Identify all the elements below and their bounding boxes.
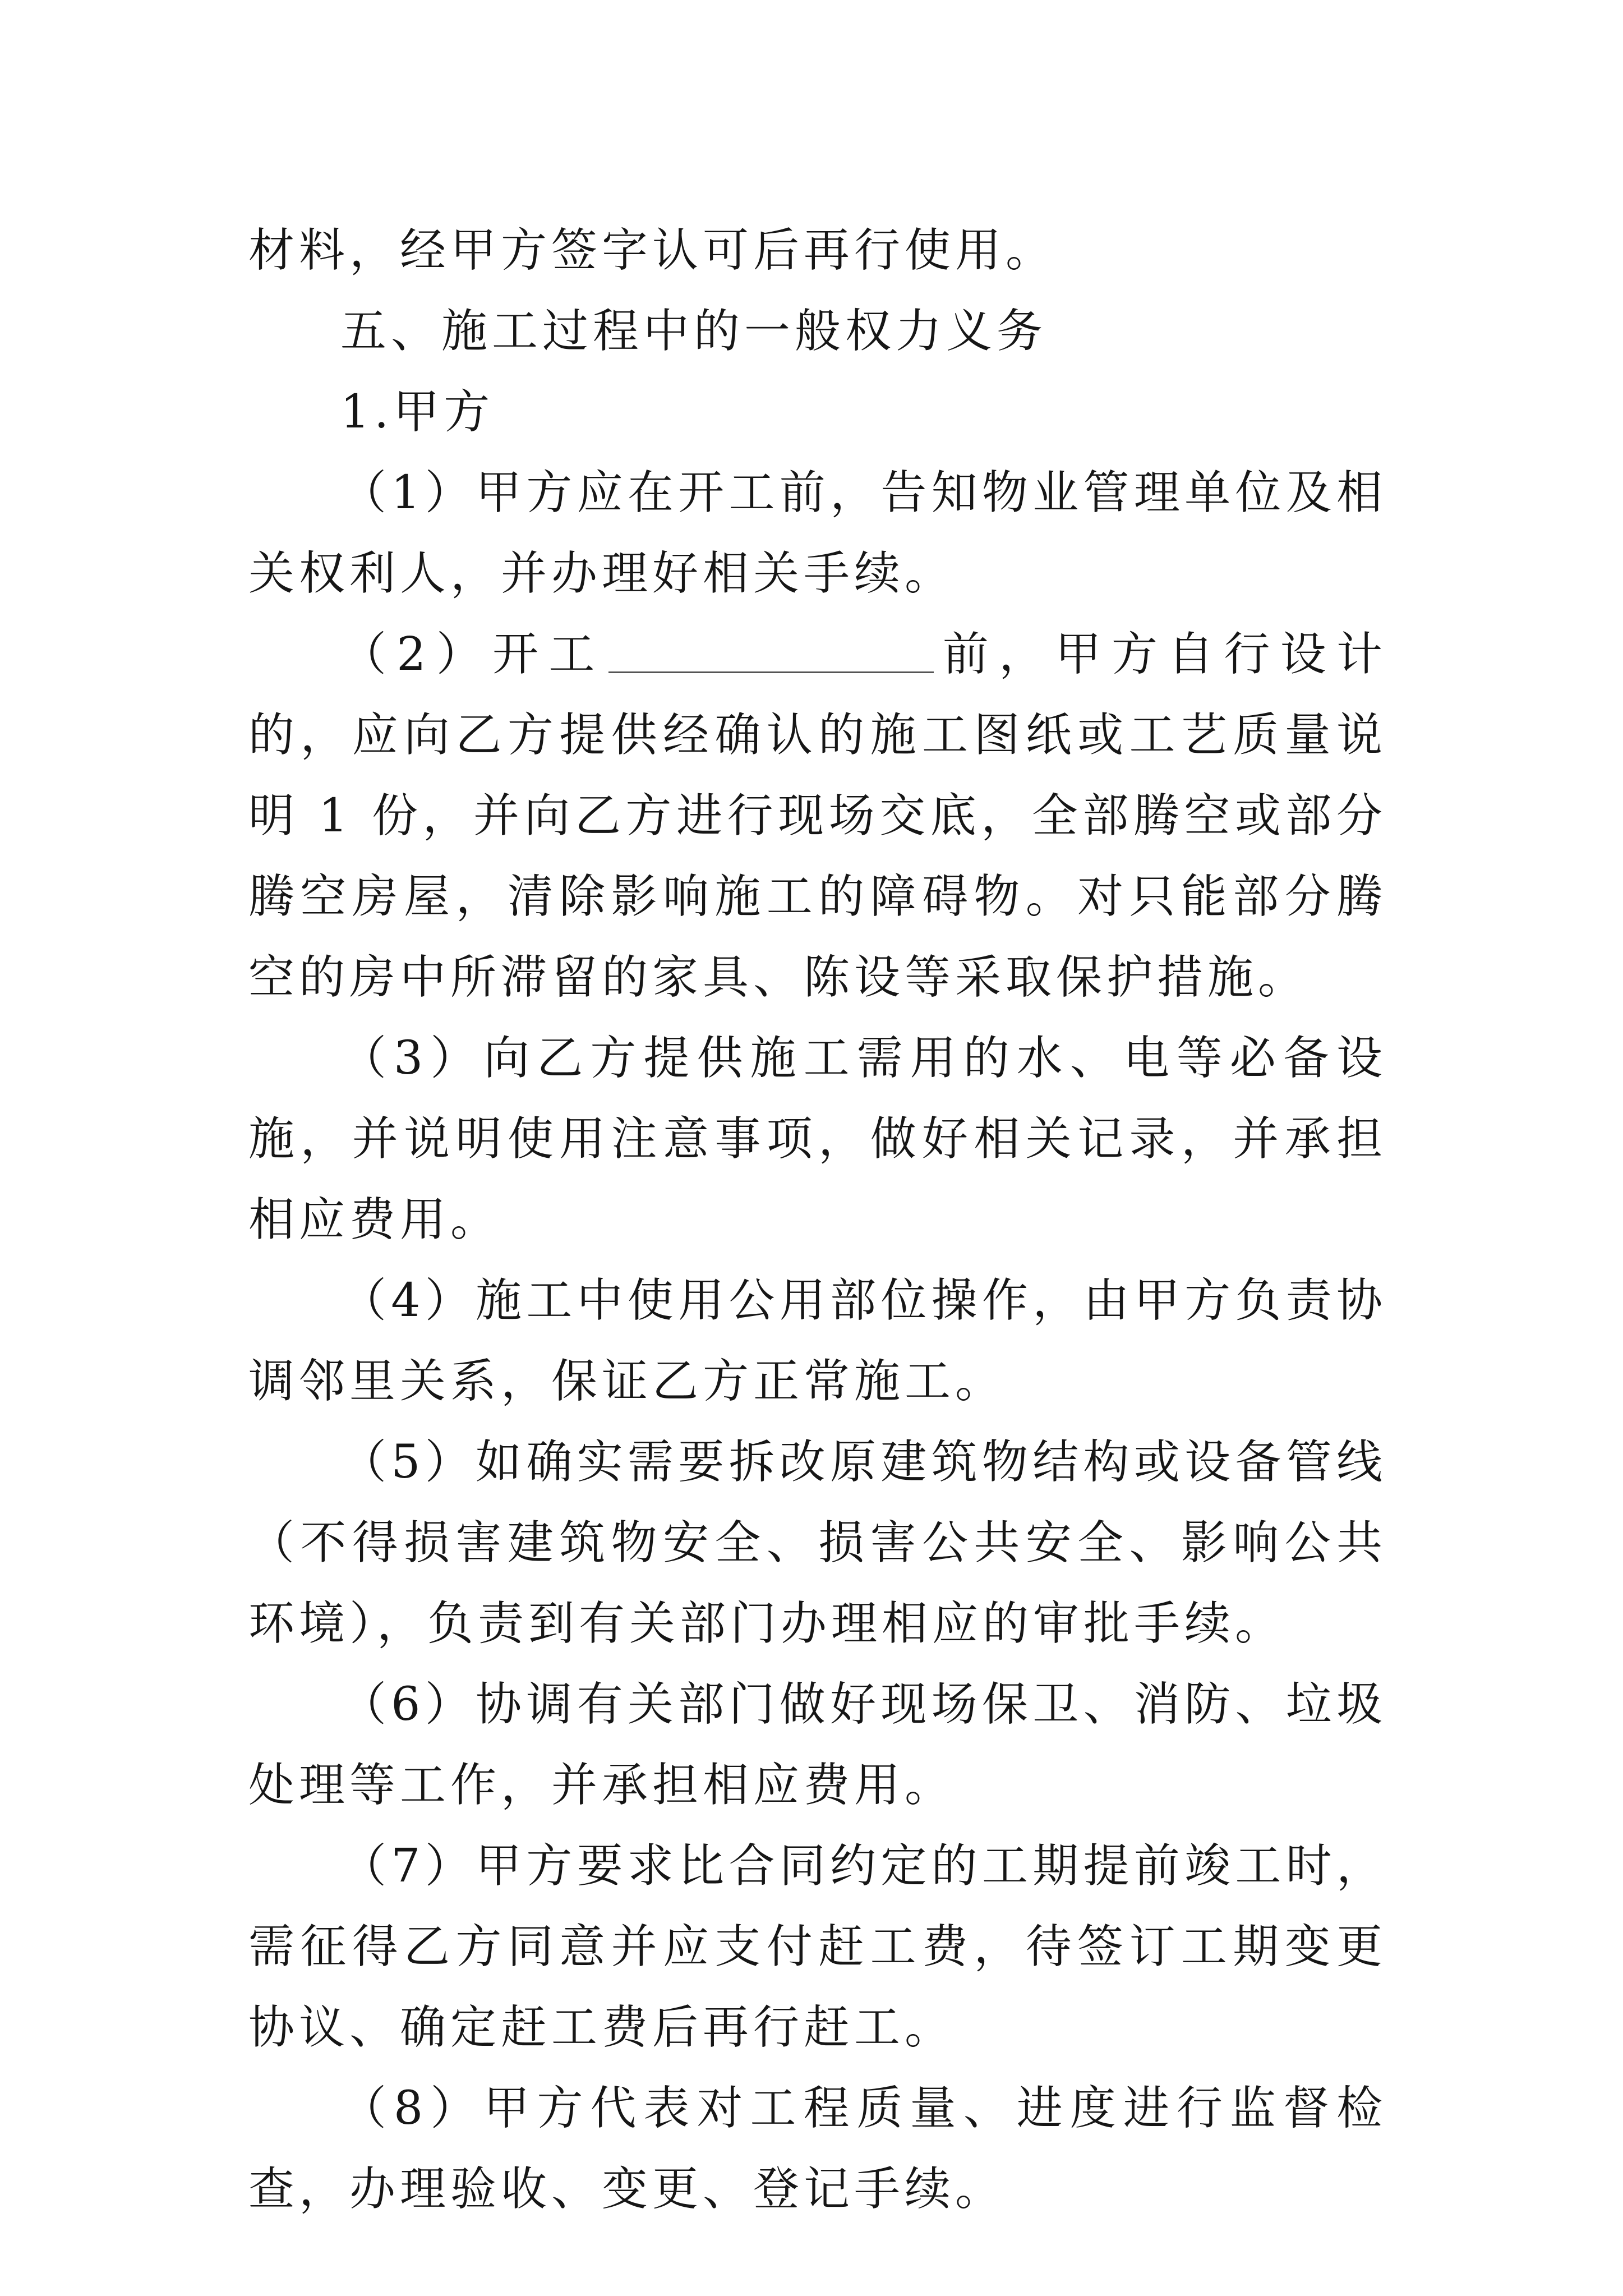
clause-8: （8）甲方代表对工程质量、进度进行监督检查，办理验收、变更、登记手续。: [248, 2082, 1387, 2216]
clause-2: [248, 614, 1387, 1018]
clause-2-before-blank: （2）开工: [340, 628, 605, 681]
clause-6: （6）协调有关部门做好现场保卫、消防、垃圾处理等工作，并承担相应费用。: [248, 1678, 1387, 1812]
section-heading: 五、施工过程中的一般权力义务: [340, 305, 1048, 358]
document-body: [248, 210, 1387, 2230]
clause-7: （7）甲方要求比合同约定的工期提前竣工时，需征得乙方同意并应支付赶工费，待签订工期变更协议、确定赶工费后再行赶工。: [248, 1839, 1387, 2054]
clause-5: （5）如确实需要拆改原建筑物结构或设备管线（不得损害建筑物安全、损害公共安全、影响公共环境），负责到有关部门办理相应的审批手续。: [248, 1435, 1387, 1650]
paragraph-continuation: 材料，经甲方签字认可后再行使用。: [248, 224, 1057, 277]
clause-3: （3）向乙方提供施工需用的水、电等必备设施，并说明使用注意事项，做好相关记录，并承担相应费用。: [248, 1032, 1387, 1246]
subsection-heading: 1.甲方: [340, 385, 495, 439]
clause-4: （4）施工中使用公用部位操作，由甲方负责协调邻里关系，保证乙方正常施工。: [248, 1274, 1387, 1408]
fill-in-blank-line: [608, 627, 934, 673]
clause-1: （1）甲方应在开工前，告知物业管理单位及相关权利人，并办理好相关手续。: [248, 466, 1387, 600]
clause-2-after-blank: 前，甲方自行设计的，应向乙方提供经确认的施工图纸或工艺质量说明 1 份，并向乙方进行现场交底，全部腾空或部分腾空房屋，清除影响施工的障碍物。对只能部分腾空的房中所滞留的家具、陈设等采取保护措施。: [248, 628, 1387, 1004]
